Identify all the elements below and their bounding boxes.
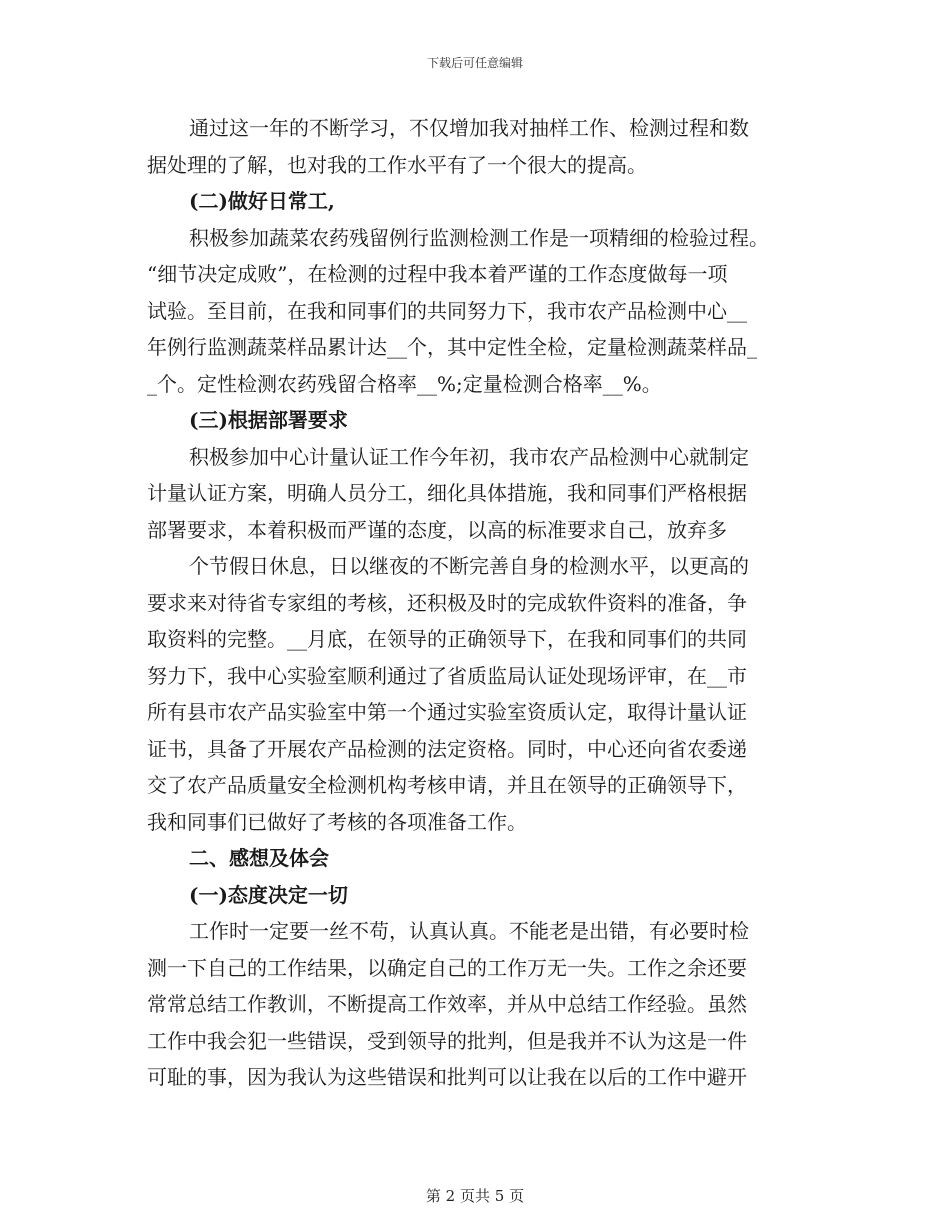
section-heading: (二)做好日常工, (189, 189, 335, 213)
text-line: 常常总结工作教训，不断提高工作效率，并从中总结工作经验。虽然 (147, 992, 747, 1016)
section-heading: (三)根据部署要求 (189, 408, 348, 432)
text-line: 证书，具备了开展农产品检测的法定资格。同时，中心还向省农委递 (147, 736, 747, 761)
text-line: 试验。至目前，在我和同事们的共同努力下，我市农产品检测中心__ (147, 298, 747, 323)
page-header: 下载后可任意编辑 (426, 56, 523, 70)
text-line: 通过这一年的不断学习，不仅增加我对抽样工作、检测过程和数 (189, 116, 749, 140)
section-heading: (一)态度决定一切 (189, 882, 348, 907)
text-line: 要求来对待省专家组的考核，还积极及时的完成软件资料的准备，争 (147, 590, 747, 615)
text-line: 测一下自己的工作结果，以确定自己的工作万无一失。工作之余还要 (147, 955, 747, 980)
text-line: 年例行监测蔬菜样品累计达__个，其中定性全检，定量检测蔬菜样品_ (147, 335, 757, 359)
text-line: “细节决定成败”，在检测的过程中我本着严谨的工作态度做每一项 (147, 262, 728, 286)
text-line: 积极参加蔬菜农药残留例行监测检测工作是一项精细的检验过程。 (189, 225, 769, 250)
text-line: 可耻的事，因为我认为这些错误和批判可以让我在以后的工作中避开 (147, 1065, 747, 1089)
text-line: 个节假日休息，日以继夜的不断完善自身的检测水平，以更高的 (189, 554, 749, 578)
text-line: 部署要求，本着积极而严谨的态度，以高的标准要求自己，放弃多 (147, 517, 727, 542)
document-body (147, 110, 807, 1096)
text-line: 工作中我会犯一些错误，受到领导的批判，但是我并不认为这是一件 (147, 1028, 747, 1053)
text-line: 计量认证方案，明确人员分工，细化具体措施，我和同事们严格根据 (147, 481, 747, 505)
text-line: _个。定性检测农药残留合格率__%;定量检测合格率__%。 (147, 371, 662, 396)
text-line: 据处理的了解，也对我的工作水平有了一个很大的提高。 (147, 152, 647, 177)
text-line: 积极参加中心计量认证工作今年初，我市农产品检测中心就制定 (189, 444, 749, 469)
text-line: 所有县市农产品实验室中第一个通过实验室资质认定，取得计量认证 (147, 700, 747, 724)
text-line: 交了农产品质量安全检测机构考核申请，并且在领导的正确领导下， (147, 773, 747, 797)
section-heading: 二、感想及体会 (189, 846, 329, 870)
page-footer: 第 2 页共 5 页 (425, 1187, 525, 1205)
text-line: 取资料的完整。__月底，在领导的正确领导下，在我和同事们的共同 (147, 627, 747, 651)
text-line: 我和同事们已做好了考核的各项准备工作。 (147, 809, 527, 834)
text-line: 工作时一定要一丝不苟，认真认真。不能老是出错，有必要时检 (189, 919, 749, 943)
text-line: 努力下，我中心实验室顺利通过了省质监局认证处现场评审，在__市 (147, 663, 747, 688)
